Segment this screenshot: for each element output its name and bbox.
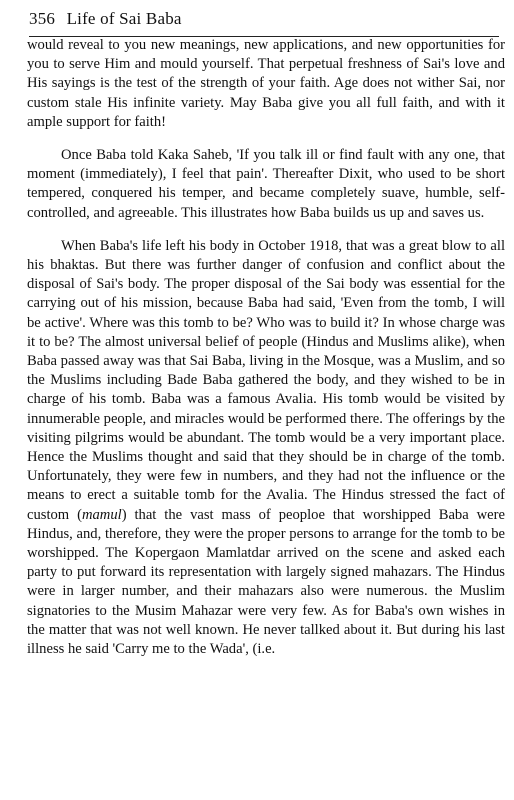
page-number: 356 (29, 9, 56, 28)
paragraph-3-part-1: When Baba's life left his body in October 1918, that was a great blow to all his bhaktas. But there was further danger of confusion and conflict about the disposal of Sai's body. The proper disposal of the Sai body was essential for the carrying out of his mission, because Baba had said, 'Even from the tomb, I will be active'. Where was this tomb to be? Who was to build it? In whose charge was it to be? The almost universal belief of people (Hindus and Muslims alike), when Baba passed away was that Sai Baba, living in the Mosque, was a Muslim, and so the Muslims including Bade Baba gathered the body, and they wished to be in charge of his tomb. Baba was a famous Avalia. His tomb would be visited by innumerable people, and miracles would be performed there. The offerings by the visiting pilgrims would be abundant. The tomb would be a very important place. Hence the Muslims thought and said that they should be in charge of the tomb. Unfortunately, they were few in numbers, and they had not the influence or the means to erect a suitable tomb for the Avalia. The Hindus stressed the fact of custom ( (27, 237, 505, 523)
italic-term: mamul (81, 506, 122, 523)
page-header (29, 6, 499, 37)
running-title: Life of Sai Baba (66, 9, 182, 28)
paragraph-2: Once Baba told Kaka Saheb, 'If you talk ill or find fault with any one, that moment (immediately), I feel that pain'. Thereafter Dixit, who used to be short tempered, conquered his temper, and became completely suave, humble, self-controlled, and agreeable. This illustrates how Baba builds us up and saves us. (27, 147, 505, 221)
paragraph-1: would reveal to you new meanings, new applications, and new opportunities for you to serve Him and mould yourself. That perpetual freshness of Sai's love and His sayings is the test of the strength of your faith. Age does not wither Sai, nor custom stale His infinite variety. May Baba give you all full faith, and with it ample support for faith! (27, 37, 505, 130)
body-text (27, 36, 505, 659)
paragraph-3-part-2: ) that the vast mass of peoploe that worshipped Baba were Hindus, and, therefore, they were the proper persons to arrange for the tomb to be worshipped. The Kopergaon Mamlatdar arrived on the scene and asked each party to put forward its representation with largely signed mahazars. The Hindus were in larger number, and their mahazars also were numerous. the Muslim signatories to the Musim Mahazar were very few. As for Baba's own wishes in the matter that was not well known. He never tallked about it. But during his last illness he said 'Carry me to the Wada', (i.e. (27, 506, 505, 658)
paragraph-3 (27, 237, 505, 659)
